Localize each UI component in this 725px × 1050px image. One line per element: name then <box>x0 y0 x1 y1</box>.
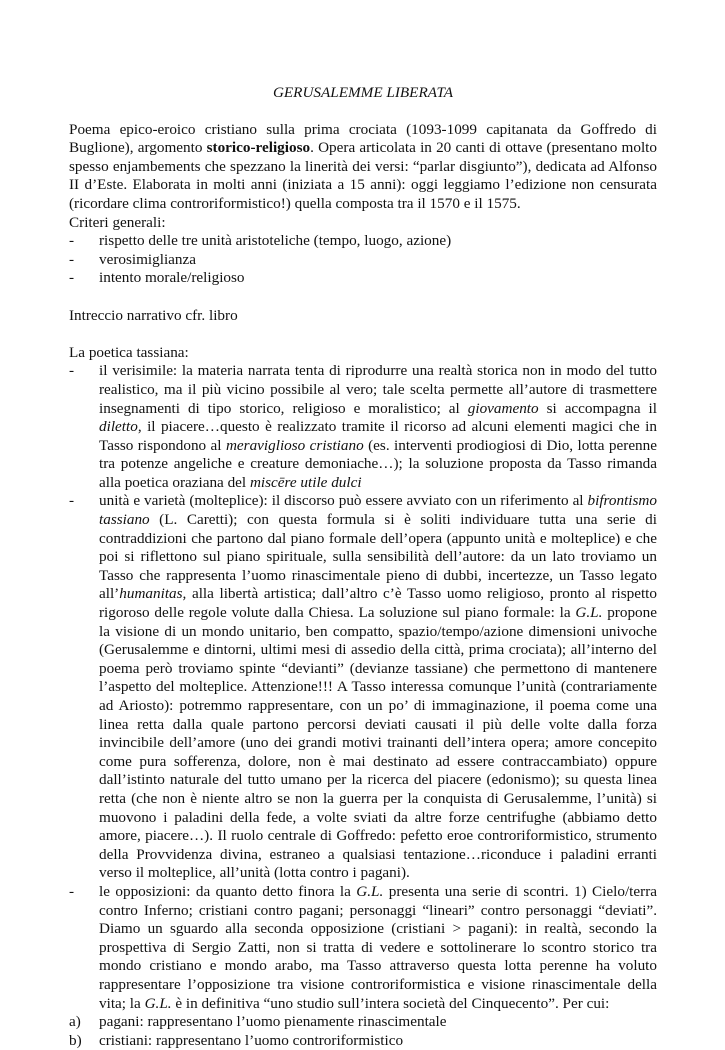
document-title: GERUSALEMME LIBERATA <box>272 84 454 101</box>
list-dash: - <box>69 232 75 250</box>
poetica-item-opposizioni <box>69 883 657 1013</box>
criteria-heading: Criteri generali: <box>69 213 166 231</box>
poetica-item-text: unità e varietà (molteplice): il discorso può essere avviato con un riferimento al bifrontismo tassiano (L. Caretti); con questa formula si è soliti individuare tutta una serie di contraddizioni che partono dal piano formale dell’opera (appunto unità e molteplice) e che poi si riflettono sul piano spirituale, sulla sensibilità dell’autore: da un lato troviamo un Tasso che rappresenta l’uomo rinascimentale pieno di dubbi, incertezze, un Tasso legato all’humanitas, alla libertà artistica; dall’altro c’è Tasso uomo religioso, pronto al rispetto rigoroso delle regole volute dalla Chiesa. La soluzione sul piano formale: la G.L. propone la visione di un mondo unitario, ben compatto, spazio/tempo/azione dimensioni univoche (Gerusalemme e dintorni, ultimi mesi di assedio della città, prima crociata); all’interno del poema però troviamo spinte “devianti” (devianze tassiane) che permettono di mantenere l’aspetto del molteplice. Attenzione!!! A Tasso interessa comunque l’unità (contrariamente ad Ariosto): potremmo rappresentare, con un po’ di immaginazione, il poema come una linea retta dalla quale partono percorsi deviati causati il più delle volte dalla forza invincibile dell’amore (uno dei grandi motivi trainanti dell’intera opera; amore concepito come pura sofferenza, dolore, non è mai destinato ad essere contraccambiato) oppure dall’istinto naturale del tutto umano per la ricerca del piacere (edonismo); su questa linea retta (che non è niente altro se non la guerra per la conquista di Gerusalemme, l’unità) si muovono i paladini della fede, a volte sviati da altre forze centrifughe (abbiamo detto amore, piacere…). Il ruolo centrale di Goffredo: pefetto eroe controriformistico, strumento della Provvidenza divina, estraneo a qualsiasi tentazione…riconduce i paladini erranti verso il molteplice, all’unità (lotta contro i pagani). <box>99 492 657 882</box>
lettered-item-text: cristiani: rappresentano l’uomo controriformistico <box>99 1031 404 1049</box>
criteria-item <box>69 251 657 270</box>
list-letter: a) <box>69 1013 81 1031</box>
intro-text: Poema epico-eroico cristiano sulla prima crociata (1093-1099 capitanata da Goffredo di Buglione), argomento <box>69 120 657 157</box>
intro-bold-term: storico-religioso <box>206 139 311 157</box>
criteria-item <box>69 232 657 251</box>
list-dash: - <box>69 882 75 900</box>
poetica-item-text: le opposizioni: da quanto detto finora la G.L. presenta una serie di scontri. 1) Cielo/terra contro Inferno; cristiani contro pagani; personaggi “lineari” contro personaggi “deviati”. Diamo un sguardo alla seconda opposizione (cristiani > pagani): in realtà, secondo la prospettiva di Sergio Zatti, non si tratta di vedere e sottolinerare lo scontro storico tra mondo cristiano e mondo arabo, ma Tasso attraverso questa lotta perenne ha voluto rappresentare l’opposizione tra visione controriformistica e visione rinascimentale della vita; la G.L. è in definitiva “uno studio sull’intera società del Cinquecento”. Per cui: <box>99 882 657 1012</box>
intro-paragraph <box>69 121 657 214</box>
lettered-item <box>69 1013 657 1032</box>
intreccio-line: Intreccio narrativo cfr. libro <box>69 306 238 324</box>
intro-text: . Opera articolata in 20 canti di ottave (presentano molto spesso enjambements che spezzano la linerità dei versi: “parlar disgiunto”), dedicata ad Alfonso II d’Este. Elaborata in molti anni (iniziata a 15 anni): oggi leggiamo l’edizione non censurata (ricordare clima controriformistico!) quella composta tra il 1570 e il 1575. <box>69 139 657 212</box>
poetica-item-verisimile <box>69 362 657 492</box>
document-page <box>69 84 657 1050</box>
list-dash: - <box>69 362 75 380</box>
lettered-item-text: pagani: rappresentano l’uomo pienamente rinascimentale <box>99 1013 447 1031</box>
list-dash: - <box>69 250 75 268</box>
poetica-item-unita-varieta <box>69 492 657 882</box>
criteria-item-text: verosimiglianza <box>99 250 196 268</box>
criteria-item-text: intento morale/religioso <box>99 269 245 287</box>
criteria-item-text: rispetto delle tre unità aristoteliche (tempo, luogo, azione) <box>99 232 452 250</box>
list-dash: - <box>69 492 75 510</box>
poetica-item-text: il verisimile: la materia narrata tenta di riprodurre una realtà storica non in modo del tutto realistico, ma il più vicino possibile al vero; tale scelta permette all’autore di trasmettere insegnamenti di tipo storico, religioso e moralistico; al giovamento si accompagna il diletto, il piacere…questo è realizzato tramite il ricorso ad alcuni elementi magici che in Tasso rispondono al meraviglioso cristiano (es. interventi prodiogiosi di Dio, lotta perenne tra potenze angeliche e creature demoniache…); la soluzione proposta da Tasso rimanda alla poetica oraziana del miscēre utile dulci <box>99 362 657 491</box>
list-letter: b) <box>69 1031 82 1049</box>
list-dash: - <box>69 269 75 287</box>
criteria-item <box>69 269 657 288</box>
poetica-heading: La poetica tassiana: <box>69 343 189 361</box>
lettered-item <box>69 1032 657 1050</box>
